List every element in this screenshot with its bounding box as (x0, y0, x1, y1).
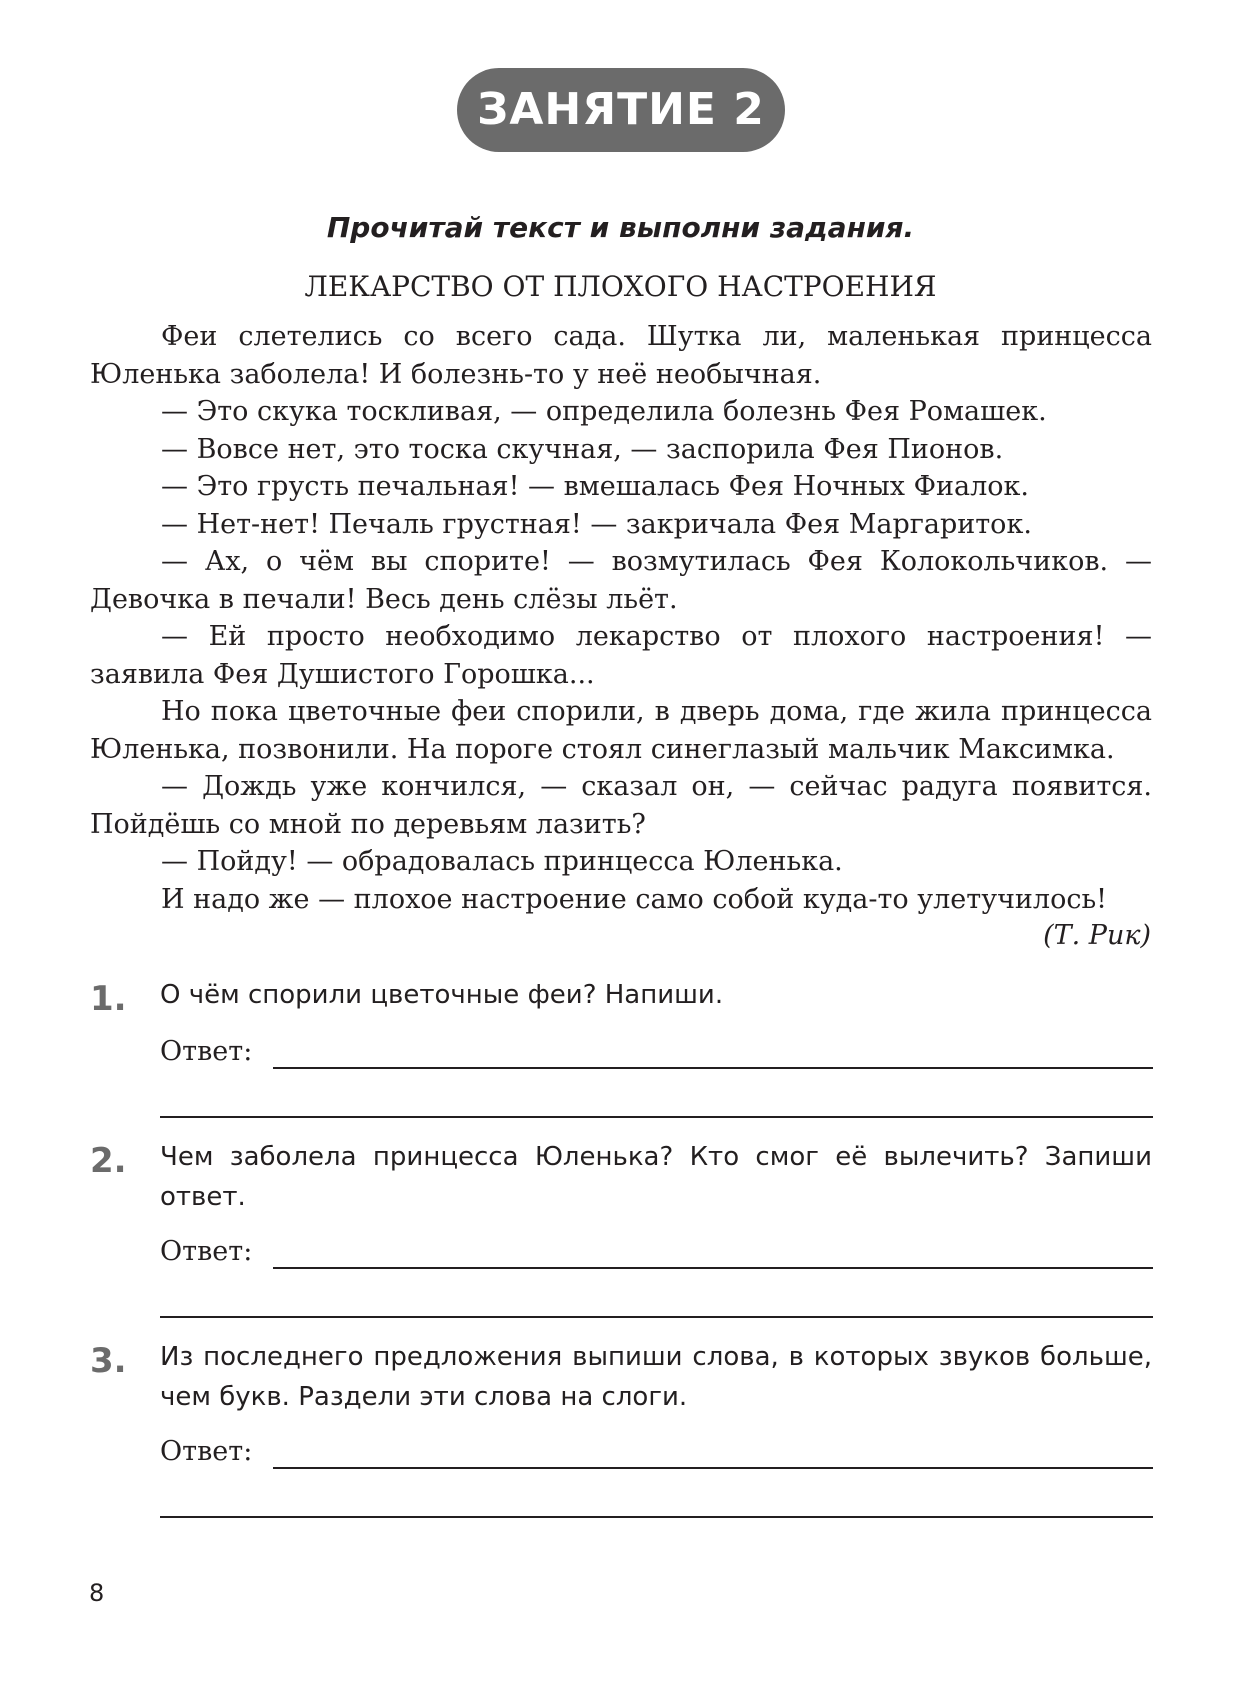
story-paragraph: — Вовсе нет, это тоска скучная, — заспорила Фея Пионов. (161, 433, 1004, 465)
answer-label: Ответ: (160, 1036, 253, 1067)
story-paragraph: И надо же — плохое настроение само собой куда-то улетучилось! (161, 883, 1108, 915)
answer-label: Ответ: (160, 1436, 253, 1467)
answer-line[interactable] (160, 1516, 1153, 1518)
task-number: 3. (90, 1341, 127, 1381)
story-title: ЛЕКАРСТВО ОТ ПЛОХОГО НАСТРОЕНИЯ (304, 270, 937, 303)
story-paragraph: — Ей просто необходимо лекарство от плохого настроения! — заявила Фея Душистого Горошка... (90, 621, 1152, 690)
lesson-badge: ЗАНЯТИЕ 2 (457, 68, 785, 152)
story-text (90, 318, 1152, 918)
answer-line[interactable] (273, 1267, 1153, 1269)
story-paragraph: — Ах, о чём вы спорите! — возмутилась Фея Колокольчиков. — Девочка в печали! Весь день слёзы льёт. (90, 546, 1152, 615)
task-number: 1. (90, 979, 127, 1019)
task-question: Чем заболела принцесса Юленька? Кто смог её вылечить? Запиши ответ. (160, 1142, 1152, 1212)
story-paragraph: — Это скука тоскливая, — определила болезнь Фея Ромашек. (161, 396, 1047, 427)
story-paragraph: — Нет-нет! Печаль грустная! — закричала Фея Маргариток. (161, 508, 1032, 540)
answer-label: Ответ: (160, 1236, 253, 1267)
task-question: О чём спорили цветочные феи? Напиши. (160, 980, 724, 1010)
task-number: 2. (90, 1141, 127, 1181)
story-paragraph: — Это грусть печальная! — вмешалась Фея Ночных Фиалок. (161, 471, 1029, 502)
task-question: Из последнего предложения выпиши слова, в которых звуков больше, чем букв. Раздели эти слова на слоги. (160, 1342, 1152, 1412)
answer-line[interactable] (160, 1116, 1153, 1118)
story-paragraph: — Пойду! — обрадовалась принцесса Юленька. (161, 846, 843, 877)
story-author: (Т. Рик) (1043, 920, 1151, 951)
answer-line[interactable] (273, 1467, 1153, 1469)
answer-line[interactable] (160, 1316, 1153, 1318)
answer-line[interactable] (273, 1067, 1153, 1069)
story-paragraph: Феи слетелись со всего сада. Шутка ли, маленькая принцесса Юленька заболела! И болезнь-то у неё необычная. (90, 321, 1152, 390)
story-paragraph: — Дождь уже кончился, — сказал он, — сейчас радуга появится. Пойдёшь со мной по деревьям лазить? (90, 771, 1152, 840)
instruction-heading: Прочитай текст и выполни задания. (326, 211, 915, 244)
story-paragraph: Но пока цветочные феи спорили, в дверь дома, где жила принцесса Юленька, позвонили. На пороге стоял синеглазый мальчик Максимка. (90, 696, 1152, 765)
page-number: 8 (89, 1579, 105, 1607)
